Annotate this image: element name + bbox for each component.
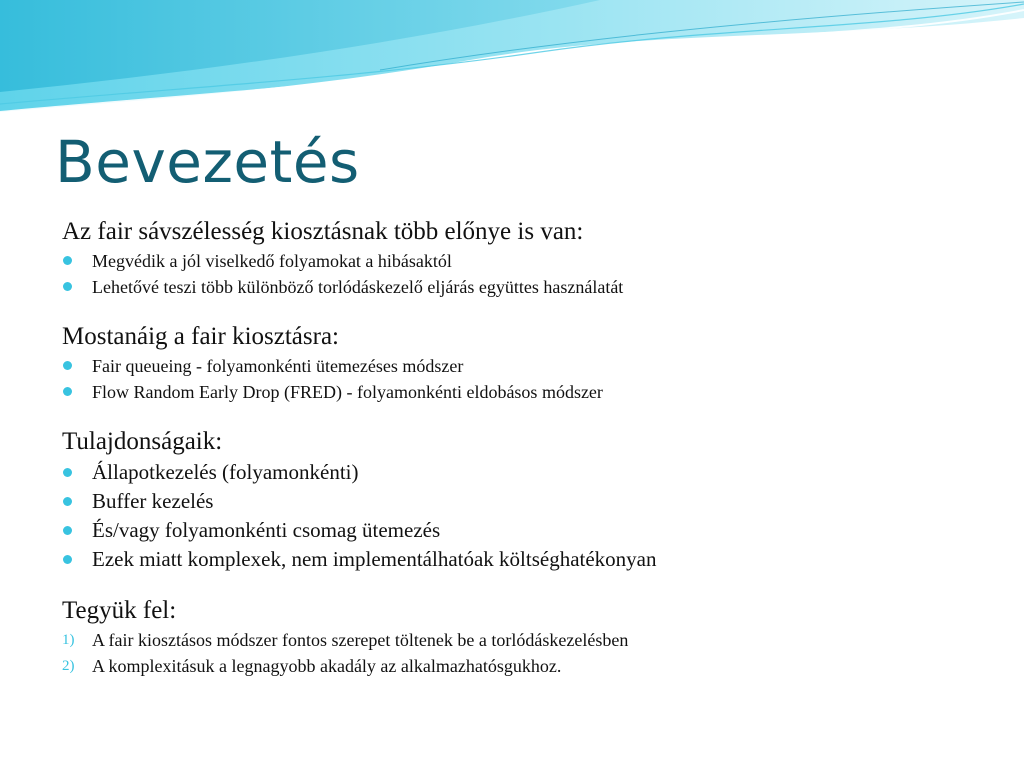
- bullet-list: [62, 248, 1002, 300]
- bullet-dot-icon: [63, 256, 72, 265]
- list-number: 1): [62, 632, 75, 648]
- section-heading: Tulajdonságaik:: [62, 428, 223, 455]
- list-item: És/vagy folyamonkénti csomag ütemezés: [62, 516, 1002, 545]
- section-heading: Az fair sávszélesség kiosztásnak több előnye is van:: [62, 218, 584, 245]
- list-item: Állapotkezelés (folyamonkénti): [62, 458, 1002, 487]
- list-number: 2): [62, 658, 75, 674]
- section-properties: [62, 426, 1002, 574]
- list-item: Megvédik a jól viselkedő folyamokat a hibásaktól: [62, 248, 1002, 274]
- list-item: Ezek miatt komplexek, nem implementálhatóak költséghatékonyan: [62, 545, 1002, 574]
- list-item: 1) A fair kiosztásos módszer fontos szerepet töltenek be a torlódáskezelésben: [62, 627, 1002, 653]
- section-heading: Mostanáig a fair kiosztásra:: [62, 323, 339, 350]
- slide-title: Bevezetés: [55, 128, 360, 196]
- section-heading: Tegyük fel:: [62, 597, 177, 624]
- section-assumptions: [62, 595, 1002, 679]
- list-item: Lehetővé teszi több különböző torlódáskezelő eljárás együttes használatát: [62, 274, 1002, 300]
- bullet-dot-icon: [63, 497, 72, 506]
- section-advantages: [62, 216, 1002, 300]
- bullet-dot-icon: [63, 387, 72, 396]
- bullet-list: [62, 458, 1002, 574]
- list-item: Flow Random Early Drop (FRED) - folyamonkénti eldobásos módszer: [62, 379, 1002, 405]
- bullet-dot-icon: [63, 555, 72, 564]
- header-wave-decoration: [0, 0, 1024, 130]
- numbered-list: [62, 627, 1002, 679]
- bullet-dot-icon: [63, 361, 72, 370]
- list-item: Buffer kezelés: [62, 487, 1002, 516]
- slide-content: [62, 216, 1002, 679]
- bullet-list: [62, 353, 1002, 405]
- section-existing-methods: [62, 321, 1002, 405]
- bullet-dot-icon: [63, 468, 72, 477]
- bullet-dot-icon: [63, 282, 72, 291]
- list-item: Fair queueing - folyamonkénti ütemezéses módszer: [62, 353, 1002, 379]
- list-item: 2) A komplexitásuk a legnagyobb akadály az alkalmazhatósgukhoz.: [62, 653, 1002, 679]
- bullet-dot-icon: [63, 526, 72, 535]
